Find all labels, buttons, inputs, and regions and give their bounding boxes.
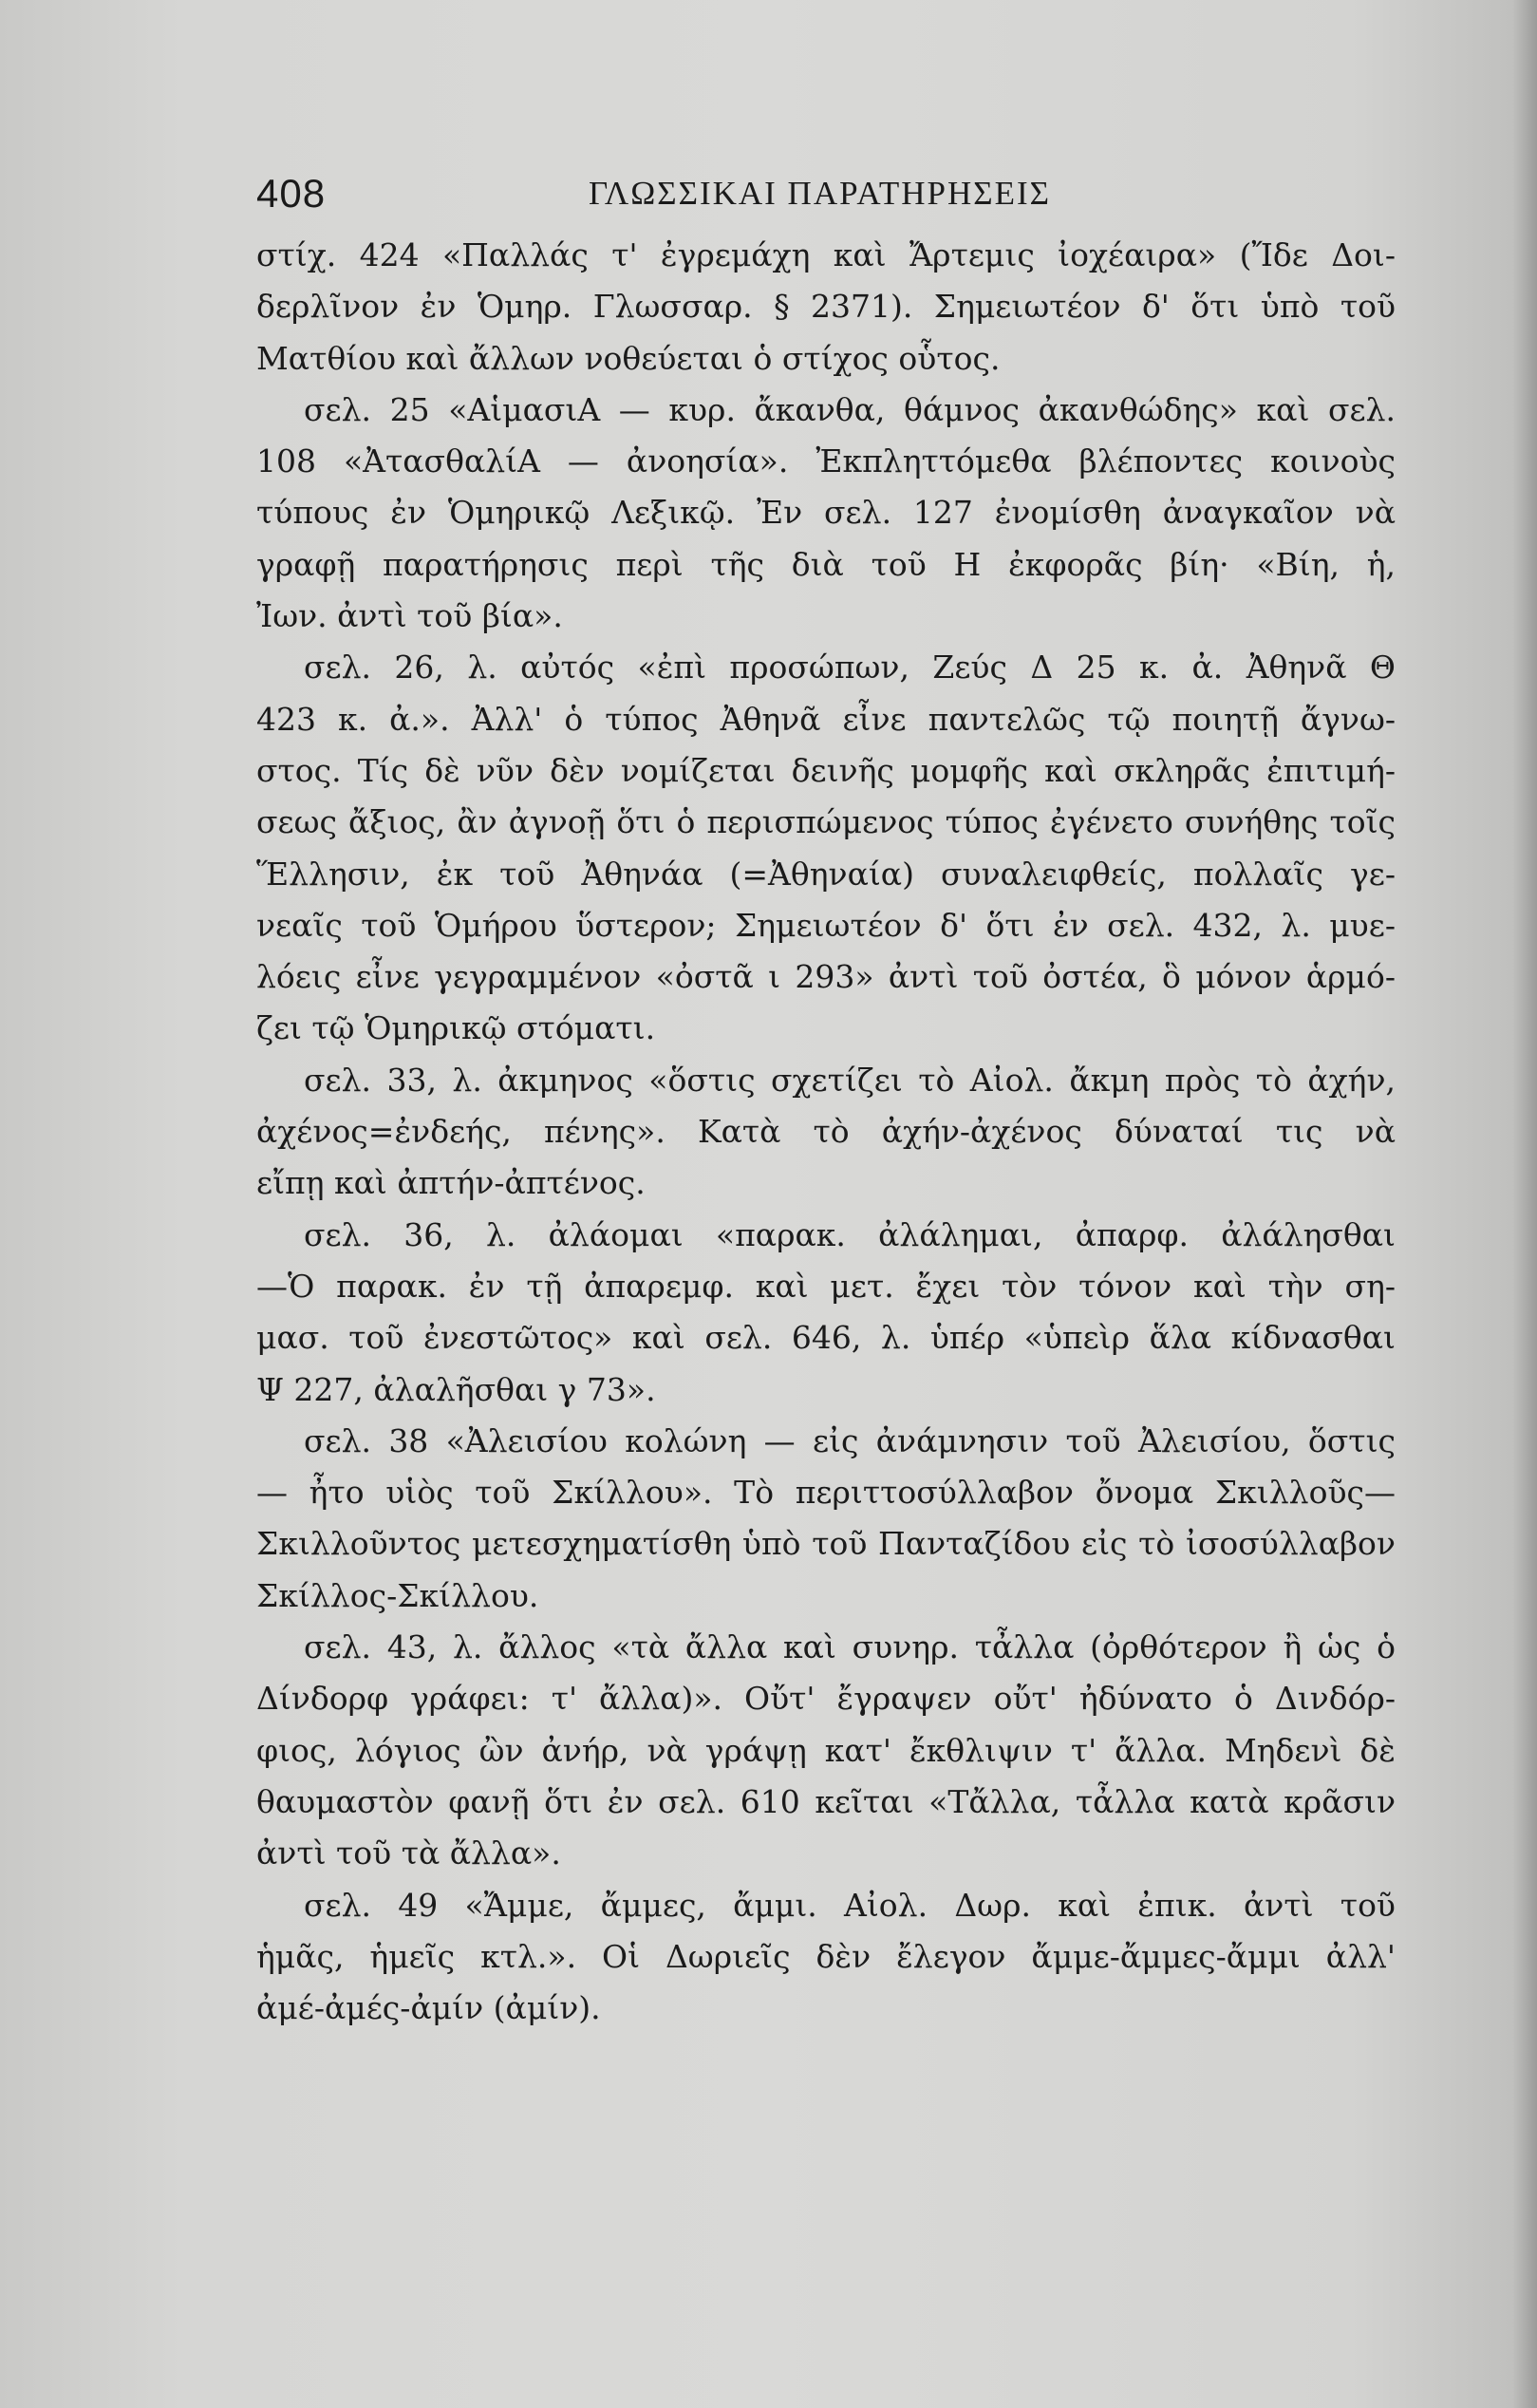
text-line: γραφῇ παρατήρησις περὶ τῆς διὰ τοῦ Η ἐκφορᾶς βίη· «Βίη, ἡ, — [256, 545, 1396, 583]
text-line: σελ. 43, λ. ἄλλος «τὰ ἄλλα καὶ συνηρ. τἆλλα (ὀρθότερον ἢ ὡς ὁ — [304, 1628, 1396, 1666]
text-line: ζει τῷ Ὁμηρικῷ στόματι. — [256, 1009, 656, 1047]
running-title: ΓΛΩΣΣΙΚΑΙ ΠΑΡΑΤΗΡΗΣΕΙΣ — [589, 175, 1052, 212]
text-line: Ἕλλησιν, ἐκ τοῦ Ἀθηνάα (=Ἀθηναία) συναλειφθείς, πολλαῖς γε- — [256, 855, 1396, 893]
text-line: σεως ἄξιος, ἂν ἀγνοῇ ὅτι ὁ περισπώμενος τύπος ἐγένετο συνήθης τοῖς — [256, 803, 1396, 841]
text-line: λόεις εἶνε γεγραμμένον «ὀστᾶ ι 293» ἀντὶ τοῦ ὀστέα, ὃ μόνον ἁρμό- — [256, 958, 1396, 996]
text-line: σελ. 25 «ΑἱμασιΑ — κυρ. ἄκανθα, θάμνος ἀκανθώδης» καὶ σελ. — [304, 390, 1396, 428]
text-line: μασ. τοῦ ἐνεστῶτος» καὶ σελ. 646, λ. ὑπέρ «ὑπεὶρ ἅλα κίδνασθαι — [256, 1319, 1396, 1357]
text-line: ἀχένος=ἐνδεής, πένης». Κατὰ τὸ ἀχήν-ἀχένος δύναταί τις νὰ — [256, 1113, 1396, 1151]
page-header — [256, 171, 1396, 218]
text-line: ἡμᾶς, ἡμεῖς κτλ.». Οἱ Δωριεῖς δὲν ἔλεγον ἄμμε-ἄμμες-ἄμμι ἀλλ' — [256, 1937, 1396, 1975]
text-line: στίχ. 424 «Παλλάς τ' ἐγρεμάχη καὶ Ἄρτεμις ἰοχέαιρα» (Ἴδε Δοι- — [256, 236, 1396, 273]
text-line: —Ὁ παρακ. ἐν τῇ ἀπαρεμφ. καὶ μετ. ἔχει τὸν τόνον καὶ τὴν ση- — [256, 1267, 1396, 1305]
text-line: σελ. 33, λ. ἀκμηνος «ὅστις σχετίζει τὸ Αἰολ. ἄκμη πρὸς τὸ ἀχήν, — [304, 1061, 1396, 1099]
text-line: Ἰων. ἀντὶ τοῦ βία». — [256, 597, 563, 635]
text-line: σελ. 38 «Ἀλεισίου κολώνη — εἰς ἀνάμνησιν τοῦ Ἀλεισίου, ὅστις — [304, 1421, 1396, 1459]
text-line: Ψ 227, ἀλαλῆσθαι γ 73». — [256, 1370, 656, 1408]
text-line: εἴπῃ καὶ ἀπτήν-ἀπτένος. — [256, 1164, 646, 1202]
text-line: νεαῖς τοῦ Ὁμήρου ὕστερον; Σημειωτέον δ' ὅτι ἐν σελ. 432, λ. μυε- — [256, 906, 1396, 944]
text-line: 108 «ἈτασθαλίΑ — ἀνοησία». Ἐκπληττόμεθα βλέποντες κοινοὺς — [256, 442, 1396, 480]
text-line: σελ. 36, λ. ἀλάομαι «παρακ. ἀλάλημαι, ἀπαρφ. ἀλάλησθαι — [304, 1215, 1396, 1253]
text-line: σελ. 26, λ. αὐτός «ἐπὶ προσώπων, Ζεύς Δ 25 κ. ἀ. Ἀθηνᾶ Θ — [304, 649, 1396, 687]
text-line: θαυμαστὸν φανῇ ὅτι ἐν σελ. 610 κεῖται «Τἄλλα, τἆλλα κατὰ κρᾶσιν — [256, 1782, 1396, 1820]
text-line: Δίνδορφ γράφει: τ' ἄλλα)». Οὔτ' ἔγραψεν οὔτ' ἠδύνατο ὁ Δινδόρ- — [256, 1680, 1396, 1718]
text-line: 423 κ. ἀ.». Ἀλλ' ὁ τύπος Ἀθηνᾶ εἶνε παντελῶς τῷ ποιητῇ ἄγνω- — [256, 700, 1396, 738]
body-text — [256, 230, 1396, 2034]
text-line: φιος, λόγιος ὢν ἀνήρ, νὰ γράψῃ κατ' ἔκθλιψιν τ' ἄλλα. Μηδενὶ δὲ — [256, 1731, 1396, 1769]
text-line: ἀμέ-ἀμές-ἀμίν (ἀμίν). — [256, 1989, 601, 2027]
text-line: — ἦτο υἱὸς τοῦ Σκίλλου». Τὸ περιττοσύλλαβον ὄνομα Σκιλλοῦς— — [256, 1474, 1396, 1512]
page-number: 408 — [256, 171, 327, 216]
text-line: Ματθίου καὶ ἄλλων νοθεύεται ὁ στίχος οὗτος. — [256, 339, 1001, 377]
text-line: σελ. 49 «Ἄμμε, ἄμμες, ἄμμι. Αἰολ. Δωρ. καὶ ἐπικ. ἀντὶ τοῦ — [304, 1886, 1396, 1924]
text-line: στος. Τίς δὲ νῦν δὲν νομίζεται δεινῆς μομφῆς καὶ σκληρᾶς ἐπιτιμή- — [256, 751, 1396, 789]
text-line: Σκιλλοῦντος μετεσχηματίσθη ὑπὸ τοῦ Πανταζίδου εἰς τὸ ἰσοσύλλαβον — [256, 1525, 1396, 1563]
text-line: ἀντὶ τοῦ τὰ ἄλλα». — [256, 1834, 561, 1872]
text-line: τύπους ἐν Ὁμηρικῷ Λεξικῷ. Ἐν σελ. 127 ἐνομίσθη ἀναγκαῖον νὰ — [256, 494, 1396, 532]
page-edge-shadow — [1512, 0, 1537, 2408]
text-line: Σκίλλος-Σκίλλου. — [256, 1576, 539, 1614]
text-line: δερλῖνον ἐν Ὁμηρ. Γλωσσαρ. § 2371). Σημειωτέον δ' ὅτι ὑπὸ τοῦ — [256, 288, 1396, 326]
